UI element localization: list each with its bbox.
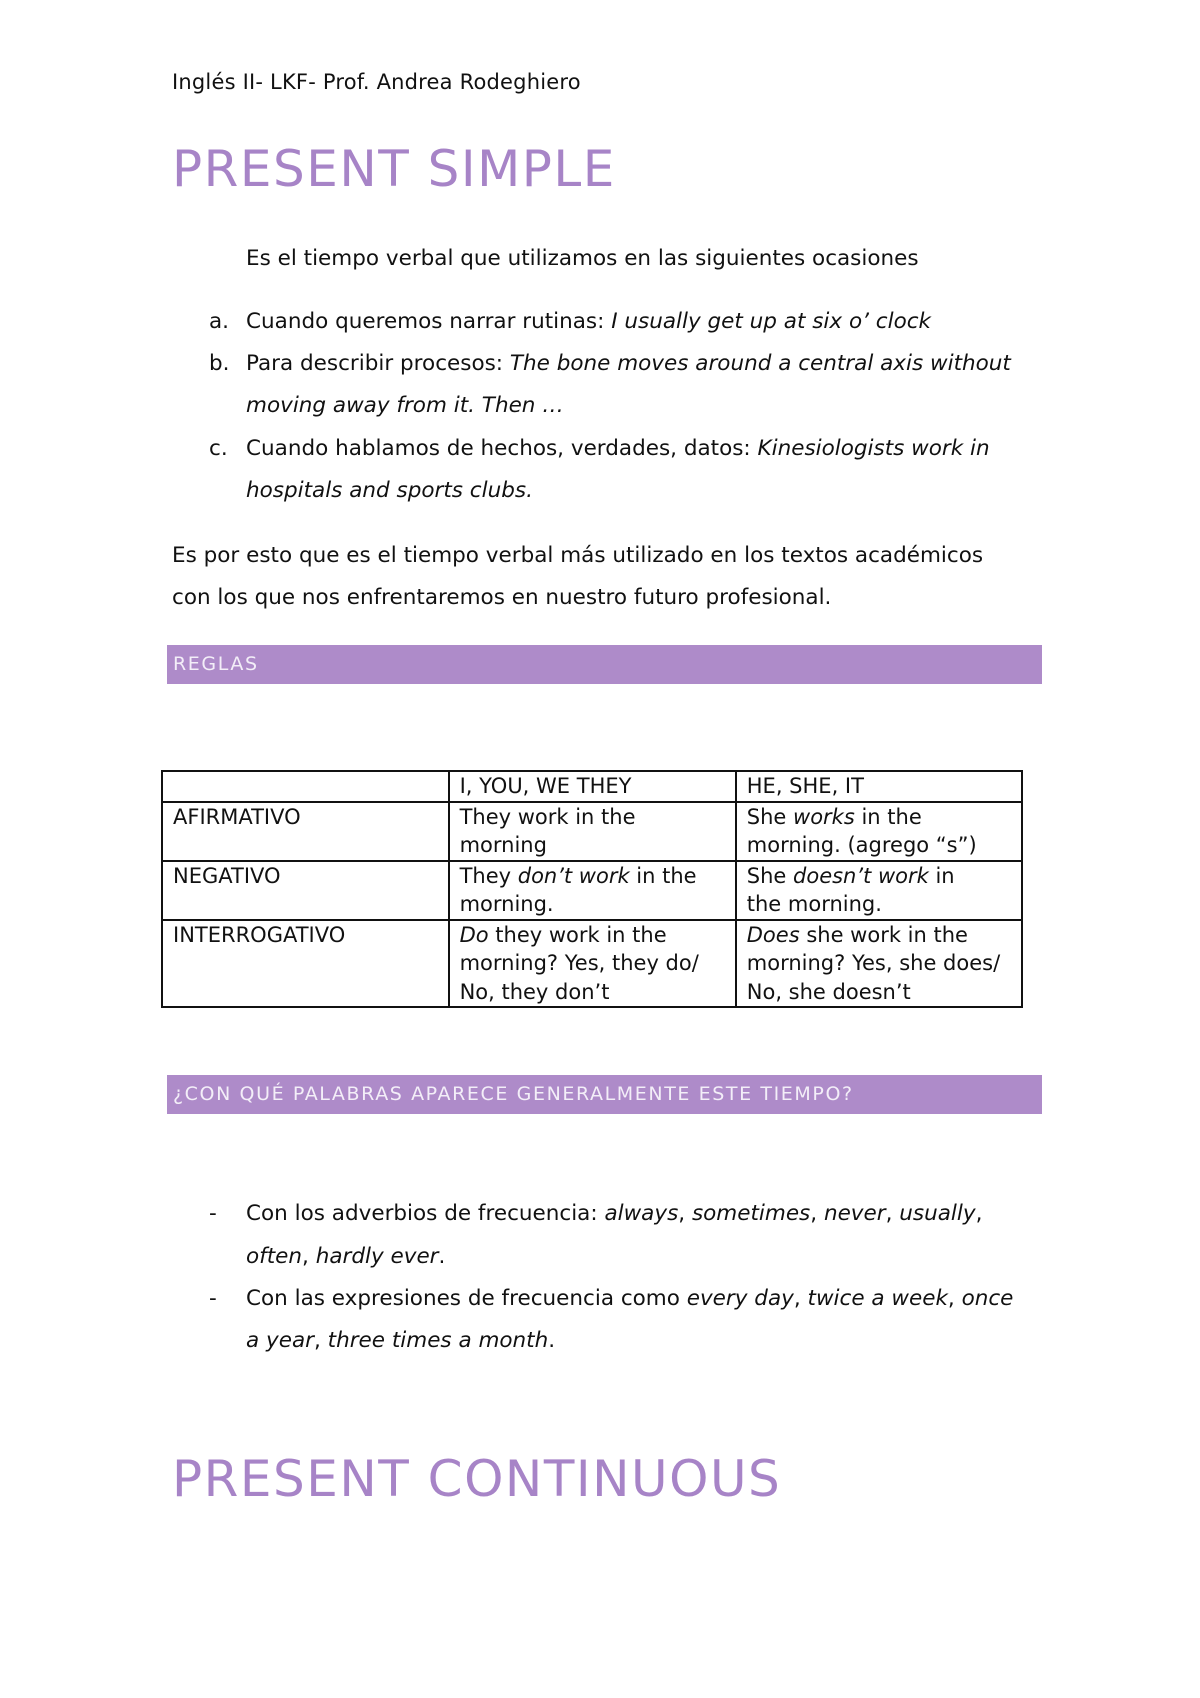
bullet-item-2: [246, 1278, 1013, 1321]
cell-text: They: [459, 863, 518, 888]
bullet-marker: -: [209, 1201, 217, 1226]
list-item-c-example-2: hospitals and sports clubs.: [246, 478, 533, 503]
table-cell: [449, 920, 736, 1008]
table-row: [162, 802, 1022, 861]
bullet-marker: -: [209, 1286, 217, 1311]
table-cell: [736, 920, 1022, 1008]
intro-text: Es el tiempo verbal que utilizamos en las siguientes ocasiones: [246, 246, 919, 271]
table-cell: [449, 861, 736, 920]
bullet-italic: a year: [246, 1328, 314, 1353]
list-item-c-example-1: Kinesiologists work in: [757, 436, 990, 461]
list-marker-a: a.: [209, 309, 230, 334]
section-bar-palabras: ¿CON QUÉ PALABRAS APARECE GENERALMENTE ESTE TIEMPO?: [167, 1075, 1042, 1114]
list-marker-b: b.: [209, 351, 230, 376]
cell-text-italic: works: [793, 804, 855, 829]
cell-text: they work in the: [488, 922, 667, 947]
list-item-a-example: I usually get up at six o’ clock: [611, 309, 931, 334]
cell-text: the morning.: [746, 892, 882, 916]
bullet-text: ,: [947, 1286, 962, 1311]
cell-text: They work in the: [459, 804, 636, 829]
bullet-italic: often: [246, 1244, 303, 1269]
bullet-text: ,: [975, 1201, 983, 1226]
bullet-item-2-cont: [246, 1320, 555, 1363]
cell-text: morning? Yes, she does/: [746, 951, 1001, 975]
list-item-c-cont: [246, 470, 533, 513]
bullet-italic: twice a week: [807, 1286, 948, 1311]
table-row: [162, 920, 1022, 1008]
cell-text: in: [928, 863, 955, 888]
cell-text: morning? Yes, they do/: [459, 951, 699, 975]
bullet-text: ,: [678, 1201, 692, 1226]
bullet-text: ,: [793, 1286, 808, 1311]
page-header: Inglés II- LKF- Prof. Andrea Rodeghiero: [172, 70, 581, 94]
cell-text-italic: Do: [459, 922, 489, 947]
bullet-italic: once: [961, 1286, 1014, 1311]
table-header-cell: I, YOU, WE THEY: [449, 771, 736, 802]
cell-text: morning.: [459, 892, 554, 916]
bullet-text: Con los adverbios de frecuencia:: [246, 1201, 605, 1226]
bullet-text: .: [438, 1244, 446, 1269]
cell-text: in the: [854, 804, 922, 829]
bullet-italic: every day: [686, 1286, 794, 1311]
title-present-continuous: PRESENT CONTINUOUS: [172, 1450, 782, 1508]
bullet-item-1-cont: [246, 1236, 445, 1279]
section-bar-reglas: REGLAS: [167, 645, 1042, 684]
table-header-row: [162, 771, 1022, 802]
list-item-a-text: Cuando queremos narrar rutinas:: [246, 309, 612, 334]
bullet-italic: hardly ever: [315, 1244, 439, 1269]
bullet-italic: sometimes: [691, 1201, 811, 1226]
bullet-italic: never: [823, 1201, 886, 1226]
cell-text: She: [746, 863, 794, 888]
cell-text: She: [746, 804, 794, 829]
bullet-text: ,: [302, 1244, 316, 1269]
table-header-cell: HE, SHE, IT: [736, 771, 1022, 802]
row-label: INTERROGATIVO: [162, 920, 449, 1008]
bullet-italic: three times a month: [327, 1328, 549, 1353]
table-cell: [449, 802, 736, 861]
row-label: AFIRMATIVO: [162, 802, 449, 861]
bullet-italic: usually: [899, 1201, 976, 1226]
bullet-text: ,: [313, 1328, 328, 1353]
bullet-item-1: [246, 1193, 982, 1236]
title-present-simple: PRESENT SIMPLE: [172, 140, 616, 198]
conclusion-line-2: con los que nos enfrentaremos en nuestro futuro profesional.: [172, 585, 832, 610]
cell-text-italic: Does: [746, 922, 800, 947]
cell-text: No, they don’t: [459, 979, 610, 1004]
bullet-text: ,: [885, 1201, 900, 1226]
cell-text: in the: [629, 863, 697, 888]
list-item-b: [246, 343, 1011, 386]
cell-text: she work in the: [799, 922, 968, 947]
list-item-b-text: Para describir procesos:: [246, 351, 510, 376]
list-item-b-example-1: The bone moves around a central axis without: [509, 351, 1011, 376]
cell-text: No, she doesn’t: [746, 979, 911, 1004]
conclusion-line-1: Es por esto que es el tiempo verbal más utilizado en los textos académicos: [172, 543, 984, 568]
bullet-text: .: [548, 1328, 556, 1353]
table-row: [162, 861, 1022, 920]
cell-text-italic: doesn’t work: [793, 863, 929, 888]
rules-table: [161, 770, 1023, 1008]
list-item-b-example-2: moving away from it. Then …: [246, 393, 564, 418]
cell-text: morning: [459, 833, 547, 857]
bullet-text: ,: [810, 1201, 824, 1226]
table-header-cell: [162, 771, 449, 802]
table-cell: [736, 861, 1022, 920]
list-item-c: [246, 428, 990, 471]
list-item-b-cont: [246, 385, 564, 428]
list-marker-c: c.: [209, 436, 228, 461]
row-label: NEGATIVO: [162, 861, 449, 920]
table-cell: [736, 802, 1022, 861]
bullet-italic: always: [604, 1201, 679, 1226]
cell-text-italic: don’t work: [517, 863, 630, 888]
list-item-a: [246, 301, 931, 344]
list-item-c-text: Cuando hablamos de hechos, verdades, datos:: [246, 436, 758, 461]
bullet-text: Con las expresiones de frecuencia como: [246, 1286, 687, 1311]
cell-text: morning. (agrego “s”): [746, 833, 977, 857]
